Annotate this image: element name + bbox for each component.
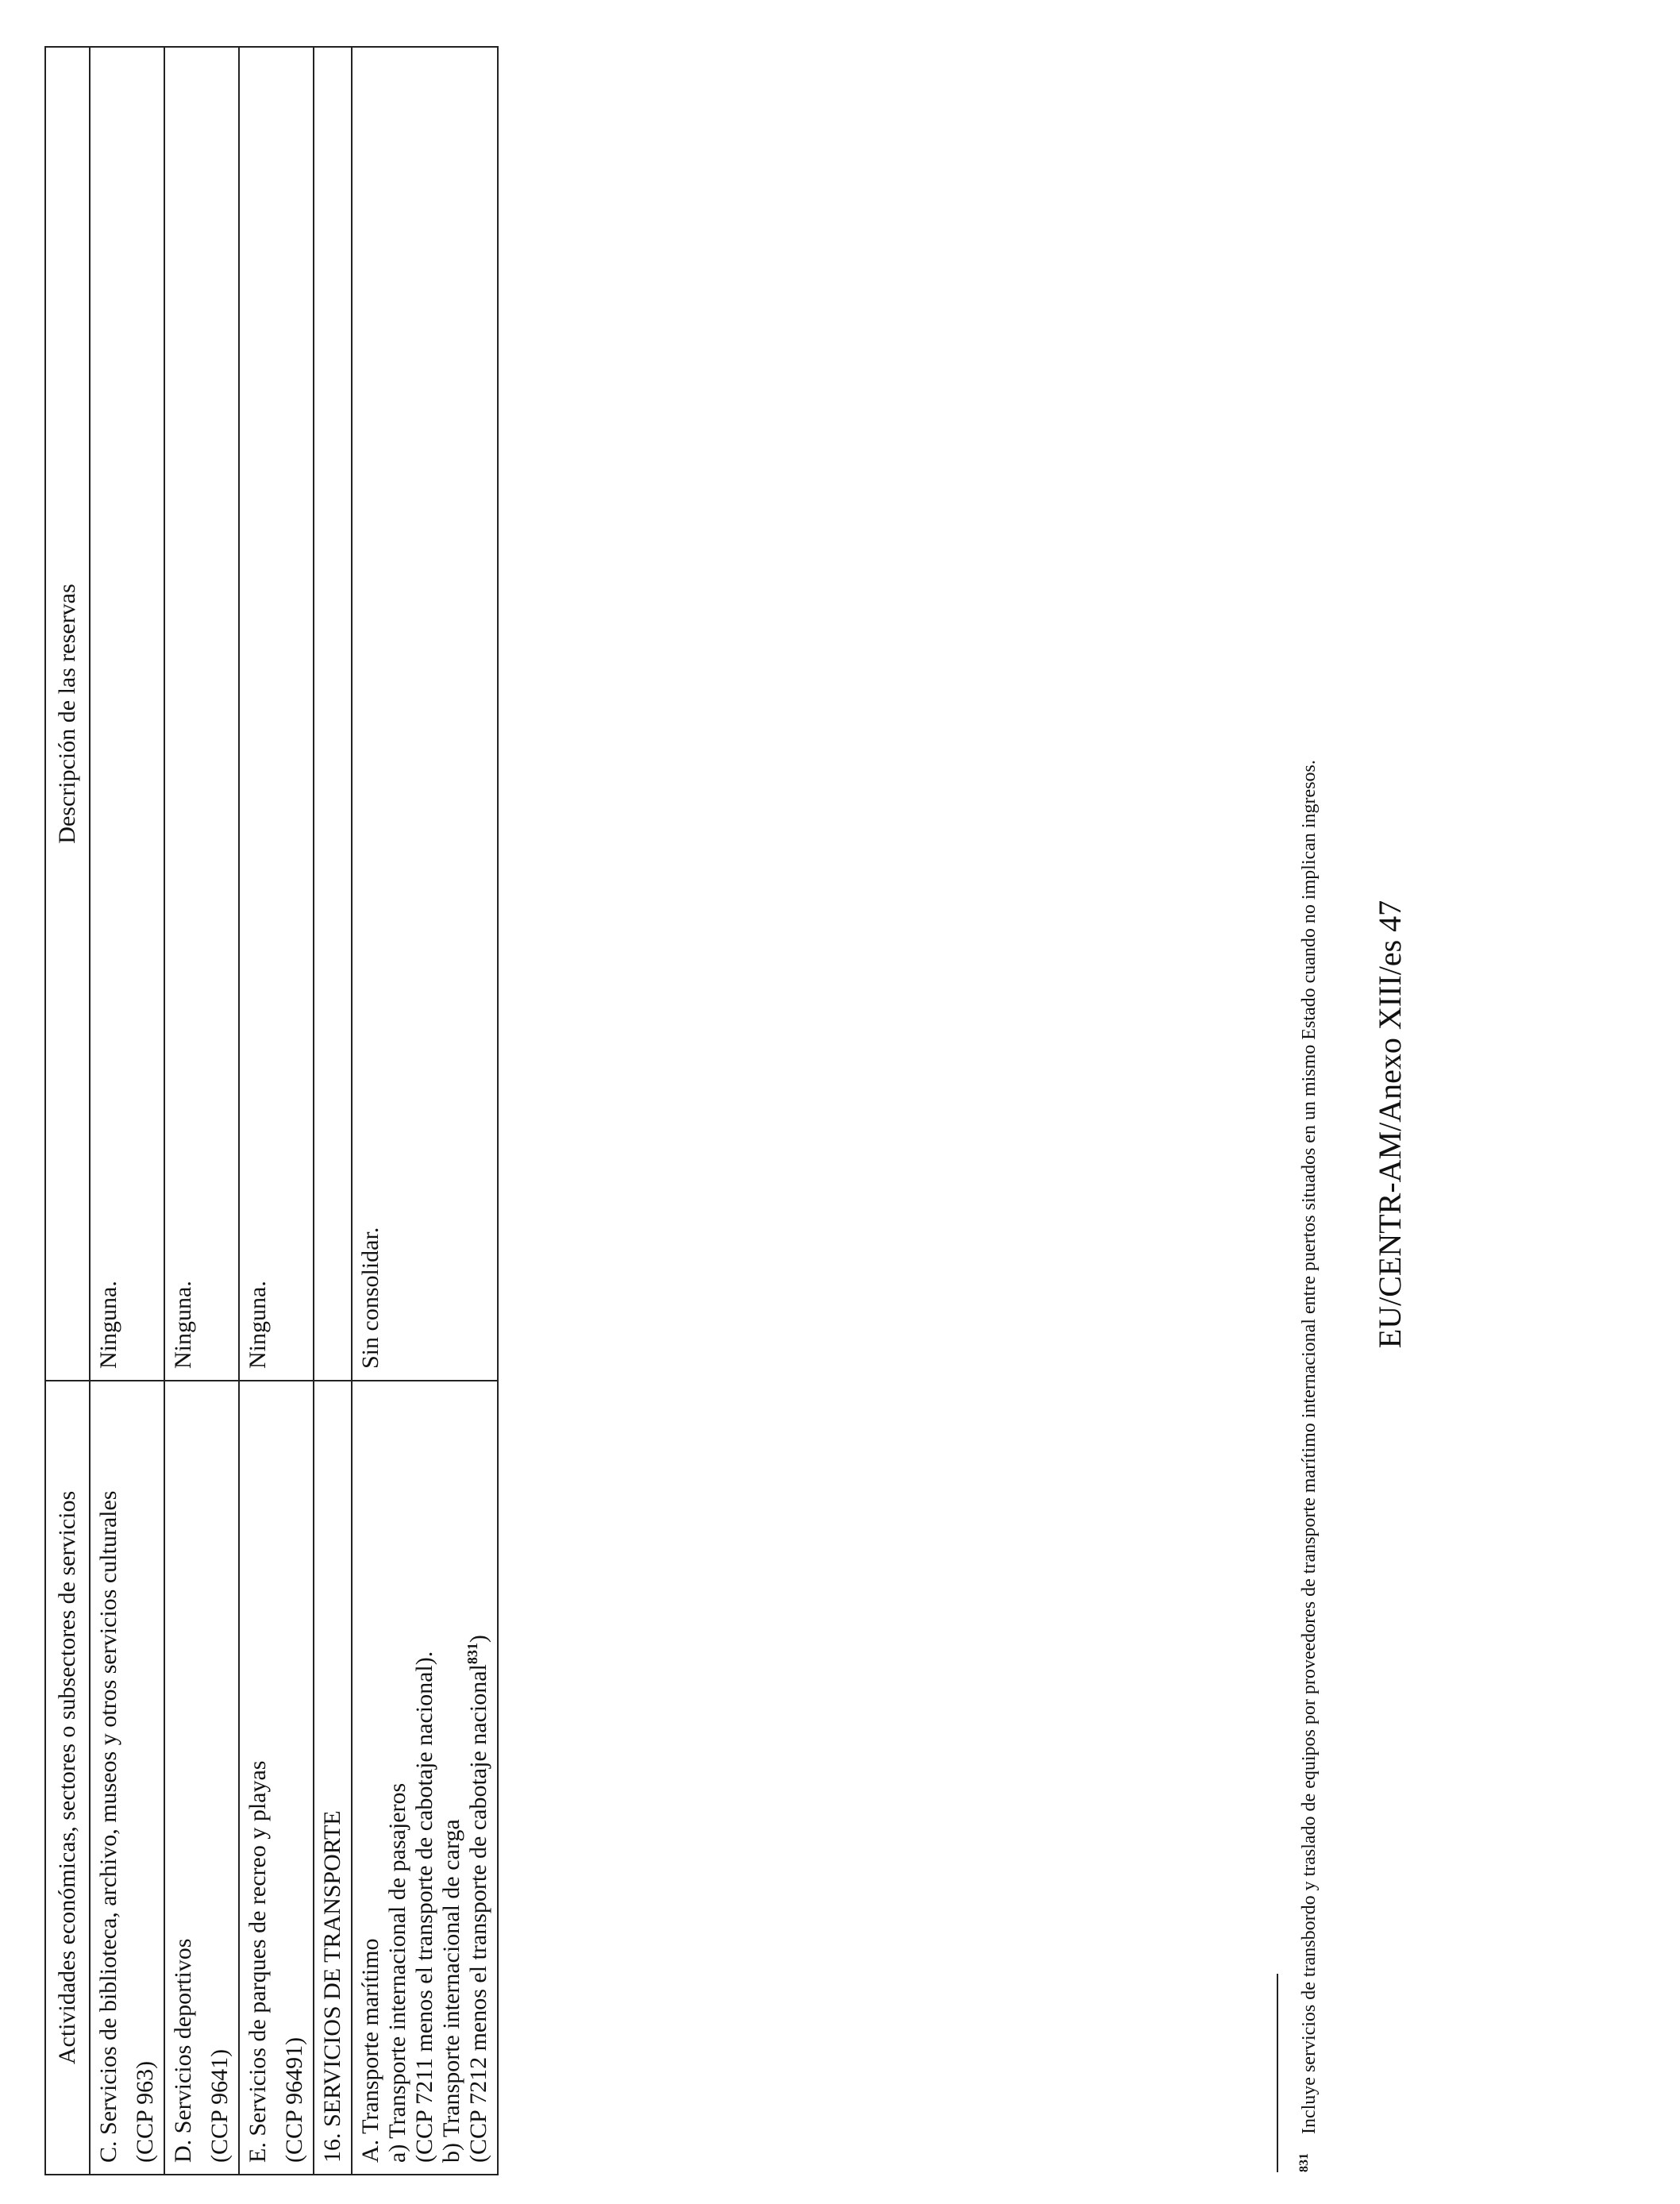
- ccp-code: (CCP 7212 menos el transporte de cabotaje nacional: [465, 1664, 491, 2163]
- page-footer: EU/CENTR-AM/Anexo XIII/es 47: [1372, 900, 1408, 1349]
- activity-cell: [352, 1381, 498, 2175]
- reservation-description: Ninguna.: [239, 47, 314, 1381]
- ccp-code: (CCP 96491): [281, 2036, 307, 2163]
- ccp-code-with-footnote: [465, 1393, 492, 2163]
- section-heading: 16. SERVICIOS DE TRANSPORTE: [314, 1381, 352, 2175]
- activity-subitem: a) Transporte internacional de pasajeros: [384, 1782, 410, 2163]
- activity-cell: [90, 1381, 164, 2175]
- table-row: [239, 47, 314, 2175]
- ccp-code: (CCP 7211 menos el transporte de cabotaje nacional).: [411, 1651, 437, 2163]
- activity-name: A. Transporte marítimo: [357, 1938, 383, 2163]
- footnote-reference[interactable]: 831: [464, 1643, 480, 1665]
- activity-name: E. Servicios de parques de recreo y playas: [245, 1760, 271, 2163]
- ccp-code: (CCP 963): [132, 2060, 158, 2163]
- table-header-row: [45, 47, 90, 2175]
- footnote-separator: [1277, 1974, 1278, 2172]
- closing-parenthesis: ): [465, 1635, 491, 1643]
- reservation-description: Ninguna.: [164, 47, 239, 1381]
- section-heading-empty: [314, 47, 352, 1381]
- header-description: Descripción de las reservas: [45, 47, 90, 1381]
- reservation-description: Ninguna.: [90, 47, 164, 1381]
- table-row: [164, 47, 239, 2175]
- table-row: [352, 47, 498, 2175]
- activity-name: D. Servicios deportivos: [170, 1938, 196, 2163]
- footnote: [1293, 108, 1321, 2172]
- activity-cell: [164, 1381, 239, 2175]
- reservations-table: [44, 46, 499, 2175]
- activity-name: C. Servicios de biblioteca, archivo, museos y otros servicios culturales: [95, 1490, 121, 2163]
- footnote-number: 831: [1297, 2153, 1311, 2172]
- header-activities: Actividades económicas, sectores o subsectores de servicios: [45, 1381, 90, 2175]
- activity-subitem: b) Transporte internacional de carga: [438, 1819, 464, 2163]
- footnote-text: Incluye servicios de transbordo y traslado de equipos por proveedores de transporte marítimo internacional entre puertos situados en un mismo Estado cuando no implican ingresos.: [1299, 760, 1320, 2134]
- reservation-description: Sin consolidar.: [352, 47, 498, 1381]
- ccp-code: (CCP 9641): [206, 2048, 233, 2163]
- activity-cell: [239, 1381, 314, 2175]
- rotated-page: [0, 44, 1636, 2204]
- section-heading-row: [314, 47, 352, 2175]
- table-row: [90, 47, 164, 2175]
